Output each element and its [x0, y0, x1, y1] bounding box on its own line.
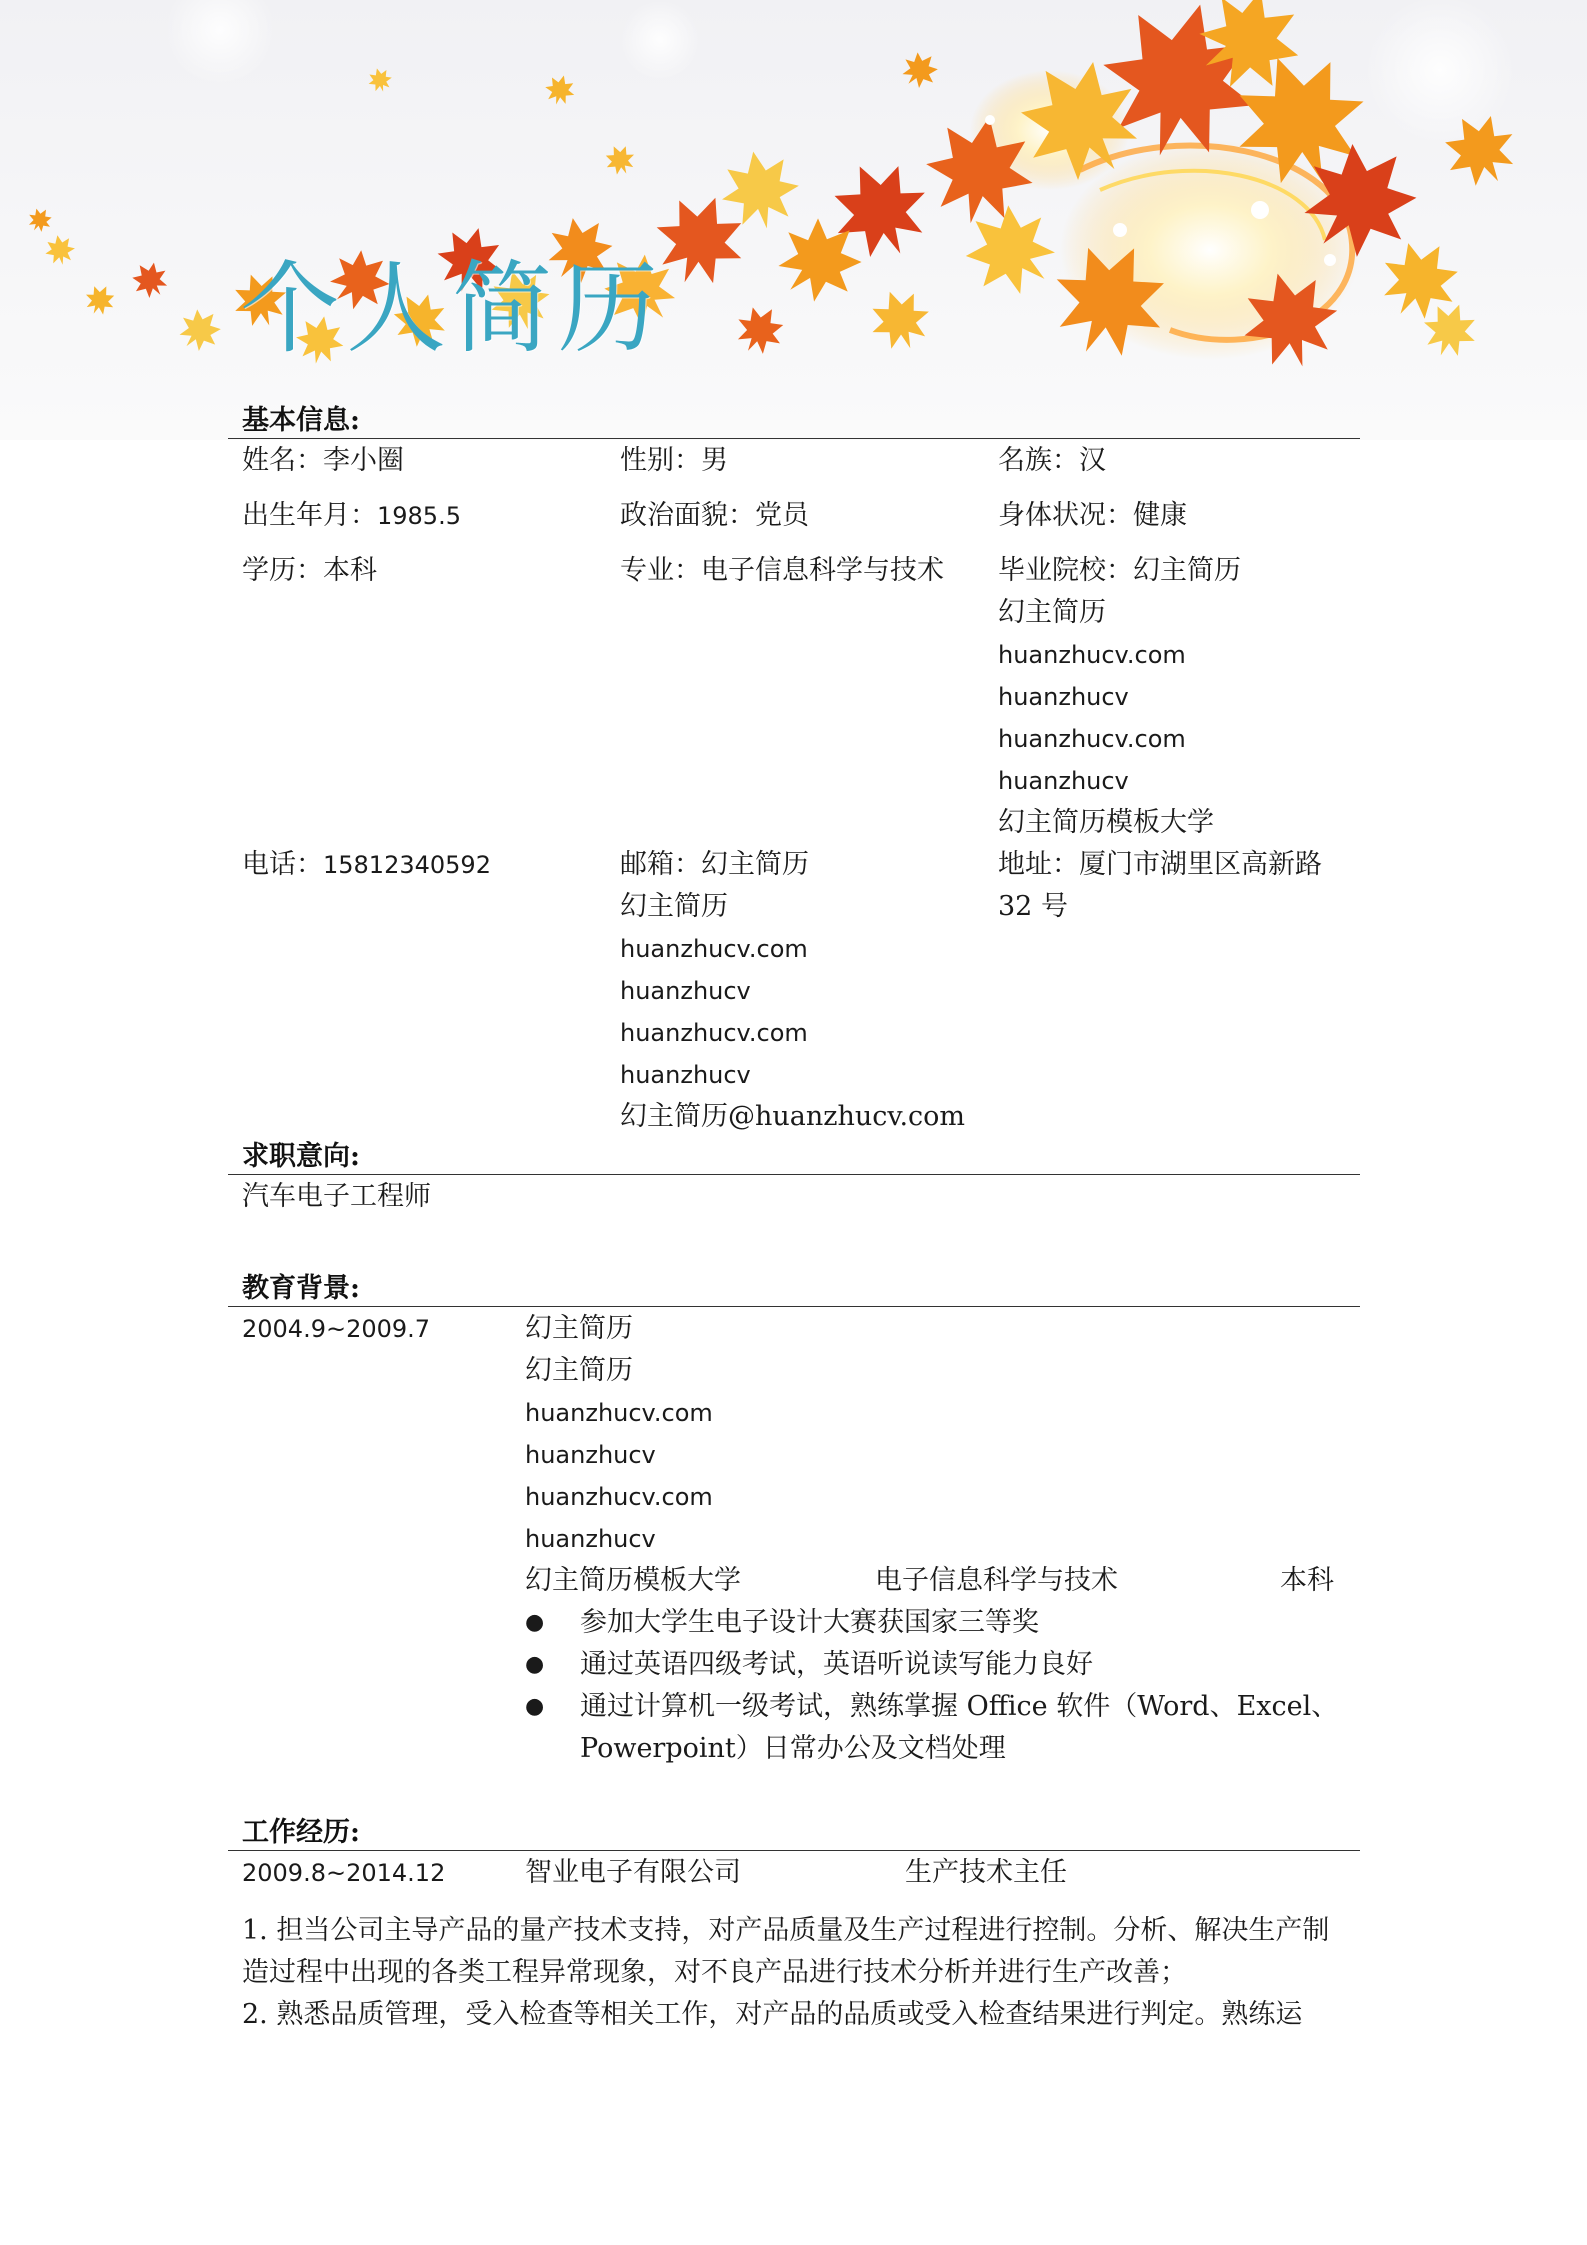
- work-position: 生产技术主任: [905, 1857, 1067, 1888]
- autumn-leaves-illustration: [0, 0, 1587, 440]
- basic-info-heading: 基本信息:: [242, 405, 360, 436]
- education-bullet-continued: Powerpoint）日常办公及文档处理: [580, 1733, 1006, 1764]
- basic-info-divider: [228, 438, 1360, 439]
- email-line: huanzhucv: [620, 1061, 751, 1089]
- bullet-icon: ●: [525, 1694, 545, 1719]
- school-line: huanzhucv: [998, 767, 1129, 795]
- work-company: 智业电子有限公司: [525, 1857, 741, 1888]
- school-line: 幻主简历模板大学: [998, 807, 1214, 838]
- email-line: 邮箱：幻主简历: [620, 849, 809, 880]
- education-bullet: 通过计算机一级考试，熟练掌握 Office 软件（Word、Excel、: [580, 1691, 1339, 1722]
- email-line: 幻主简历: [620, 891, 728, 922]
- phone-field: [242, 844, 491, 886]
- health-field: 身体状况：健康: [998, 500, 1187, 531]
- email-line: huanzhucv.com: [620, 935, 808, 963]
- school-line: huanzhucv.com: [998, 725, 1186, 753]
- work-divider: [228, 1850, 1360, 1851]
- email-line: huanzhucv.com: [620, 1019, 808, 1047]
- header-banner: [0, 0, 1587, 440]
- education-major: 电子信息科学与技术: [875, 1565, 1118, 1596]
- work-paragraph: 1. 担当公司主导产品的量产技术支持，对产品质量及生产过程进行控制。分析、解决生产制造过程中出现的各类工程异常现象，对不良产品进行技术分析并进行生产改善；: [242, 1915, 1330, 1988]
- major-field: 专业：电子信息科学与技术: [620, 555, 944, 586]
- phone-value: 15812340592: [323, 851, 491, 879]
- address-field: [998, 844, 1322, 928]
- email-field: [620, 844, 965, 1138]
- school-line: huanzhucv.com: [998, 641, 1186, 669]
- education-line: huanzhucv: [525, 1441, 656, 1469]
- education-line: huanzhucv.com: [525, 1483, 713, 1511]
- email-line: huanzhucv: [620, 977, 751, 1005]
- page-title: 个人简历: [240, 250, 664, 367]
- school-line: 毕业院校：幻主简历: [998, 555, 1241, 586]
- objective-divider: [228, 1174, 1360, 1175]
- ethnicity-field: 名族：汉: [998, 445, 1106, 476]
- address-line: 地址：厦门市湖里区高新路: [998, 849, 1322, 880]
- education-line: 幻主简历: [525, 1355, 633, 1386]
- education-period: 2004.9~2009.7: [242, 1315, 431, 1343]
- gender-field: 性别：男: [620, 445, 728, 476]
- education-level-field: 学历：本科: [242, 555, 377, 586]
- education-school-lines: [525, 1308, 713, 1560]
- objective-heading: 求职意向:: [242, 1141, 360, 1172]
- phone-label: 电话：: [242, 849, 323, 880]
- education-bullet: 参加大学生电子设计大赛获国家三等奖: [580, 1607, 1039, 1638]
- education-degree: 本科: [1280, 1565, 1334, 1596]
- work-period: 2009.8~2014.12: [242, 1859, 446, 1887]
- education-bullet: 通过英语四级考试，英语听说读写能力良好: [580, 1649, 1093, 1680]
- email-line: 幻主简历@huanzhucv.com: [620, 1101, 966, 1132]
- education-line: huanzhucv.com: [525, 1399, 713, 1427]
- objective-value: 汽车电子工程师: [242, 1181, 431, 1212]
- school-field: [998, 550, 1241, 844]
- education-heading: 教育背景:: [242, 1273, 360, 1304]
- birth-field: [242, 495, 461, 537]
- education-line: 幻主简历: [525, 1313, 633, 1344]
- education-line: huanzhucv: [525, 1525, 656, 1553]
- education-school-name: 幻主简历模板大学: [525, 1565, 741, 1596]
- school-line: 幻主简历: [998, 597, 1106, 628]
- work-paragraph: 2. 熟悉品质管理，受入检查等相关工作，对产品的品质或受入检查结果进行判定。熟练运: [242, 1999, 1303, 2030]
- school-line: huanzhucv: [998, 683, 1129, 711]
- name-field: 姓名：李小圈: [242, 445, 404, 476]
- politics-field: 政治面貌：党员: [620, 500, 809, 531]
- birth-value: 1985.5: [377, 502, 461, 530]
- address-line: 32 号: [998, 891, 1068, 922]
- bullet-icon: ●: [525, 1652, 545, 1677]
- education-divider: [228, 1306, 1360, 1307]
- bullet-icon: ●: [525, 1610, 545, 1635]
- work-heading: 工作经历:: [242, 1817, 360, 1848]
- birth-label: 出生年月：: [242, 500, 377, 531]
